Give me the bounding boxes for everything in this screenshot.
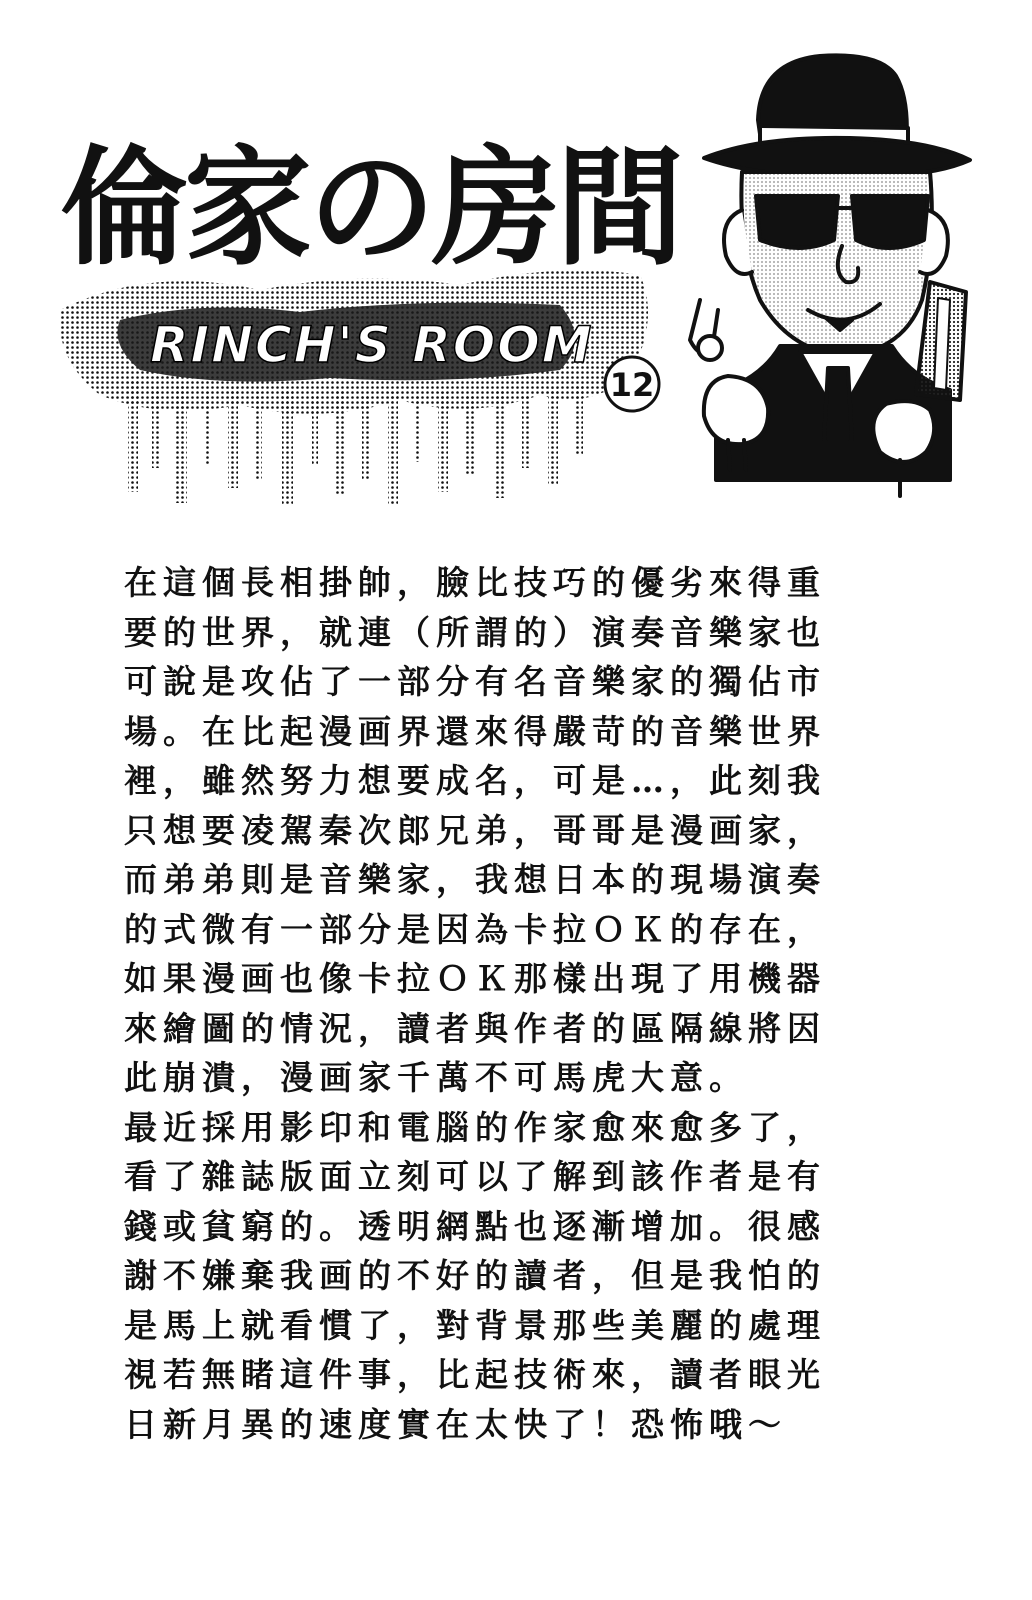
body-line: 最近採用影印和電腦的作家愈來愈多了， <box>124 1107 826 1147</box>
column-body <box>124 558 904 1449</box>
body-line: 是馬上就看慣了，對背景那些美麗的處理 <box>124 1305 826 1345</box>
column-header <box>0 0 1032 520</box>
author-caricature-icon <box>690 55 970 496</box>
episode-badge <box>605 357 659 411</box>
body-line: 來繪圖的情況，讀者與作者的區隔線將因 <box>124 1008 826 1048</box>
body-line: 看了雜誌版面立刻可以了解到該作者是有 <box>124 1157 826 1196</box>
ink-splatter <box>60 270 649 506</box>
body-line: 要的世界，就連（所謂的）演奏音樂家也 <box>124 612 826 652</box>
body-line: 謝不嫌棄我画的不好的讀者，但是我怕的 <box>124 1256 826 1295</box>
body-line: 錢或貧窮的。透明網點也逐漸增加。很感 <box>124 1206 826 1246</box>
header-artwork <box>0 0 1032 520</box>
body-line: 此崩潰，漫画家千萬不可馬虎大意。 <box>124 1058 748 1097</box>
body-line: 日新月異的速度實在太快了！恐怖哦～ <box>124 1404 787 1444</box>
column-title: 倫家の房間 <box>60 134 681 283</box>
body-line: 在這個長相掛帥，臉比技巧的優劣來得重 <box>124 563 826 602</box>
body-line: 裡，雖然努力想要成名，可是…，此刻我 <box>124 761 826 800</box>
body-line: 場。在比起漫画界還來得嚴苛的音樂世界 <box>124 711 826 751</box>
body-line: 如果漫画也像卡拉ＯＫ那樣出現了用機器 <box>124 959 826 998</box>
body-line: 只想要凌駕秦次郎兄弟，哥哥是漫画家， <box>124 810 826 850</box>
body-line: 而弟弟則是音樂家，我想日本的現場演奏 <box>124 860 826 899</box>
body-line: 的式微有一部分是因為卡拉ＯＫ的存在， <box>124 909 826 949</box>
body-line: 可說是攻佔了一部分有名音樂家的獨佔市 <box>124 662 826 701</box>
body-line: 視若無睹這件事，比起技術來，讀者眼光 <box>124 1355 826 1394</box>
episode-number: 12 <box>609 366 655 404</box>
column-subtitle: RINCH'S ROOM <box>150 316 594 374</box>
